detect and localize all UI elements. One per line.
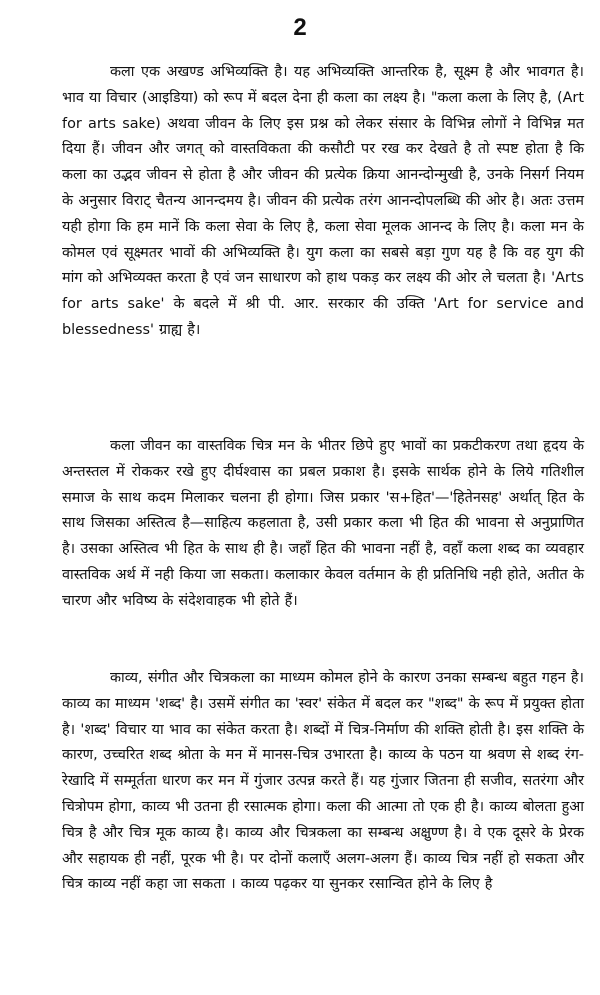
page-number: 2 — [293, 14, 307, 41]
paragraph-poetry-music-painting: काव्य, संगीत और चित्रकला का माध्यम कोमल होने के कारण उनका सम्बन्ध बहुत गहन है। काव्य का माध्यम 'शब्द' है। उसमें संगीत का 'स्वर' संकेत में बदल कर "शब्द" के रूप में प्रयुक्त होता है। 'शब्द' विचार या भाव का संकेत करता है। शब्दों में चित्र-निर्माण की शक्ति होती है। इस शक्ति के कारण, उच्चरित शब्द श्रोता के मन में मानस-चित्र उभारता है। काव्य के पठन या श्रवण से शब्द रंग-रेखादि में सम्मूर्तता धारण कर मन में गुंजार उत्पन्न करते हैं। यह गुंजार जितना ही सजीव, सतरंगा और चित्रोपम होगा, काव्य भी उतना ही रसात्मक होगा। कला की आत्मा तो एक ही है। काव्य बोलता हुआ चित्र है और चित्र मूक काव्य है। काव्य और चित्रकला का सम्बन्ध अक्षुण्ण है। वे एक दूसरे के प्रेरक और सहायक ही नहीं, पूरक भी है। पर दोनों कलाएँ अलग-अलग हैं। काव्य चित्र नहीं हो सकता और चित्र काव्य नहीं कहा जा सकता । काव्य पढ़कर या सुनकर रसान्वित होने के लिए है — [62, 670, 584, 893]
paragraph-art-and-welfare: कला जीवन का वास्तविक चित्र मन के भीतर छिपे हुए भावों का प्रकटीकरण तथा हृदय के अन्तस्तल में रोककर रखे हुए दीर्घश्वास का प्रबल प्रकाश है। इसके सार्थक होने के लिये गतिशील समाज के साथ कदम मिलाकर चलना ही होगा। जिस प्रकार 'स+हित'—'हितेनसह' अर्थात् हित के साथ जिसका अस्तित्व है—साहित्य कहलाता है, उसी प्रकार कला भी हित की भावना से अनुप्राणित है। उसका अस्तित्व भी हित के साथ ही है। जहाँ हित की भावना नहीं है, वहाँ कला शब्द का व्यवहार वास्तविक अर्थ में नही किया जा सकता। कलाकार केवल वर्तमान के ही प्रतिनिधि नही होते, अतीत के चारण और भविष्य के संदेशवाहक भी होते हैं। — [62, 438, 584, 609]
paragraph-art-expression: कला एक अखण्ड अभिव्यक्ति है। यह अभिव्यक्ति आन्तरिक है, सूक्ष्म है और भावगत है। भाव या विचार (आइडिया) को रूप में बदल देना ही कला का लक्ष्य है। "कला कला के लिए है, (Art for arts sake) अथवा जीवन के लिए इस प्रश्न को लेकर संसार के विभिन्न लोगों ने विभिन्न मत दिया हैं। जीवन और जगत् को वास्तविकता की कसौटी पर रख कर देखते है तो स्पष्ट होता है कि कला का उद्भव जीवन से होता है और जीवन की प्रत्येक क्रिया आनन्दोन्मुखी है, उनके निसर्ग नियम के अनुसार विराट् चैतन्य आनन्दमय है। जीवन की प्रत्येक तरंग आनन्दोपलब्धि की ओर है। अतः उत्तम यही होगा कि हम मानें कि कला सेवा के लिए है, कला सेवा मूलक आनन्द के लिए है। कला मन के कोमल एवं सूक्ष्मतर भावों की अभिव्यक्ति है। युग कला का सबसे बड़ा गुण यह है कि वह युग की मांग को अभिव्यक्त करता है एवं जन साधारण को हाथ पकड़ कर लक्ष्य की ओर ले चलता है। 'Arts for arts sake' के बदले में श्री पी. आर. सरकार की उक्ति 'Art for service and blessedness' ग्राह्य है। — [62, 64, 584, 338]
